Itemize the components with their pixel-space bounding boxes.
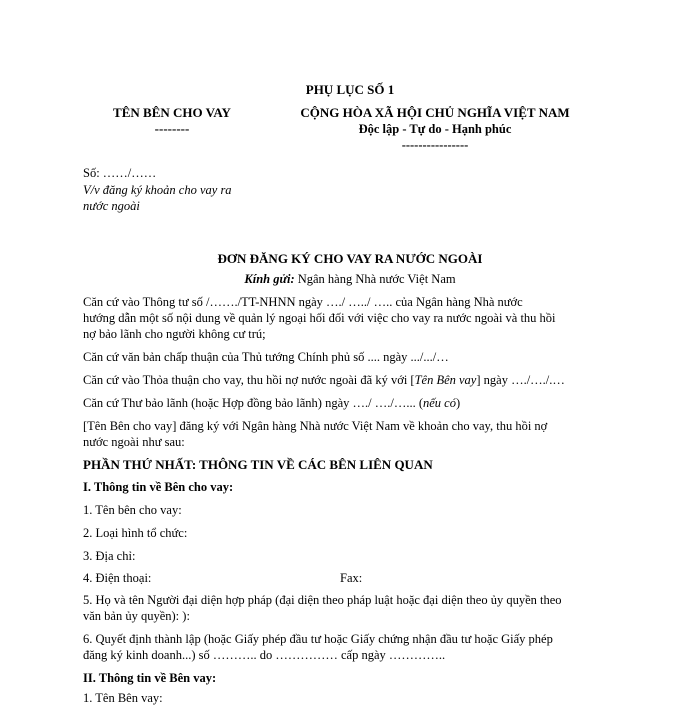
recipient-value: Ngân hàng Nhà nước Việt Nam xyxy=(297,272,456,286)
fax-field: Fax: xyxy=(340,571,363,585)
appendix-title: PHỤ LỤC SỐ 1 xyxy=(305,82,395,97)
basis-circular-line-1: Căn cứ vào Thông tư số /……./TT-NHNN ngày …./ …../ ….. của Ngân hàng Nhà nước xyxy=(83,295,523,309)
address-field: 3. Địa chỉ: xyxy=(83,549,136,563)
borrower-name-placeholder: Tên Bên vay xyxy=(414,373,477,387)
phone-field: 4. Điện thoại: xyxy=(83,571,152,585)
organization-type-field: 2. Loại hình tổ chức: xyxy=(83,526,188,540)
if-any-note: nếu có xyxy=(423,396,456,410)
form-title: ĐƠN ĐĂNG KÝ CHO VAY RA NƯỚC NGOÀI xyxy=(217,251,483,266)
establishment-decision-line-2: đăng ký kinh doanh...) số ……….. do …………… cấp ngày ………….. xyxy=(83,648,446,662)
basis-circular-line-3: nợ bảo lãnh cho người không cư trú; xyxy=(83,327,266,341)
subject-line-2: nước ngoài xyxy=(83,199,140,213)
legal-representative-line-1: 5. Họ và tên Người đại diện hợp pháp (đại diện theo pháp luật hoặc đại diện theo ủy quyền theo xyxy=(83,593,562,607)
lender-name-field: 1. Tên bên cho vay: xyxy=(83,503,182,517)
lender-title-separator: -------- xyxy=(154,121,190,136)
document-number: Số: ……/…… xyxy=(83,166,157,180)
basis-guarantee-text: Căn cứ Thư bảo lãnh (hoặc Hợp đồng bảo lãnh) ngày …./ …./…... ( xyxy=(83,396,423,410)
registration-statement-line-1: [Tên Bên cho vay] đăng ký với Ngân hàng Nhà nước Việt Nam về khoản cho vay, thu hồi nợ xyxy=(83,419,548,433)
basis-prime-minister: Căn cứ văn bản chấp thuận của Thủ tướng Chính phủ số .... ngày .../.../… xyxy=(83,350,449,364)
basis-circular-line-2: hướng dẫn một số nội dung về quản lý ngoại hối đối với việc cho vay ra nước ngoài và thu hồi xyxy=(83,311,556,325)
recipient-label: Kính gửi: xyxy=(244,272,295,286)
borrower-info-heading: II. Thông tin về Bên vay: xyxy=(83,671,217,685)
legal-representative-line-2: văn bản ủy quyền): ): xyxy=(83,609,190,623)
basis-loan-agreement-date: ] ngày …./…./.… xyxy=(476,373,565,387)
motto-separator: ---------------- xyxy=(401,138,469,152)
lender-name-title: TÊN BÊN CHO VAY xyxy=(113,105,231,120)
subject-line-1: V/v đăng ký khoản cho vay ra xyxy=(83,183,232,197)
recipient-line xyxy=(150,272,550,287)
republic-heading: CỘNG HÒA XÃ HỘI CHỦ NGHĨA VIỆT NAM xyxy=(300,105,570,120)
basis-loan-agreement-text: Căn cứ vào Thỏa thuận cho vay, thu hồi nợ nước ngoài đã ký với [ xyxy=(83,373,415,387)
establishment-decision-line-1: 6. Quyết định thành lập (hoặc Giấy phép đầu tư hoặc Giấy chứng nhận đầu tư hoặc Giấy phép xyxy=(83,632,553,646)
basis-loan-agreement xyxy=(83,373,565,388)
borrower-name-field: 1. Tên Bên vay: xyxy=(83,691,163,705)
registration-statement-line-2: nước ngoài như sau: xyxy=(83,435,185,449)
part-one-title: PHẦN THỨ NHẤT: THÔNG TIN VỀ CÁC BÊN LIÊN QUAN xyxy=(83,457,433,472)
lender-info-heading: I. Thông tin về Bên cho vay: xyxy=(83,480,234,494)
basis-guarantee xyxy=(83,396,460,411)
national-motto: Độc lập - Tự do - Hạnh phúc xyxy=(358,122,512,136)
basis-guarantee-close: ) xyxy=(455,396,461,410)
